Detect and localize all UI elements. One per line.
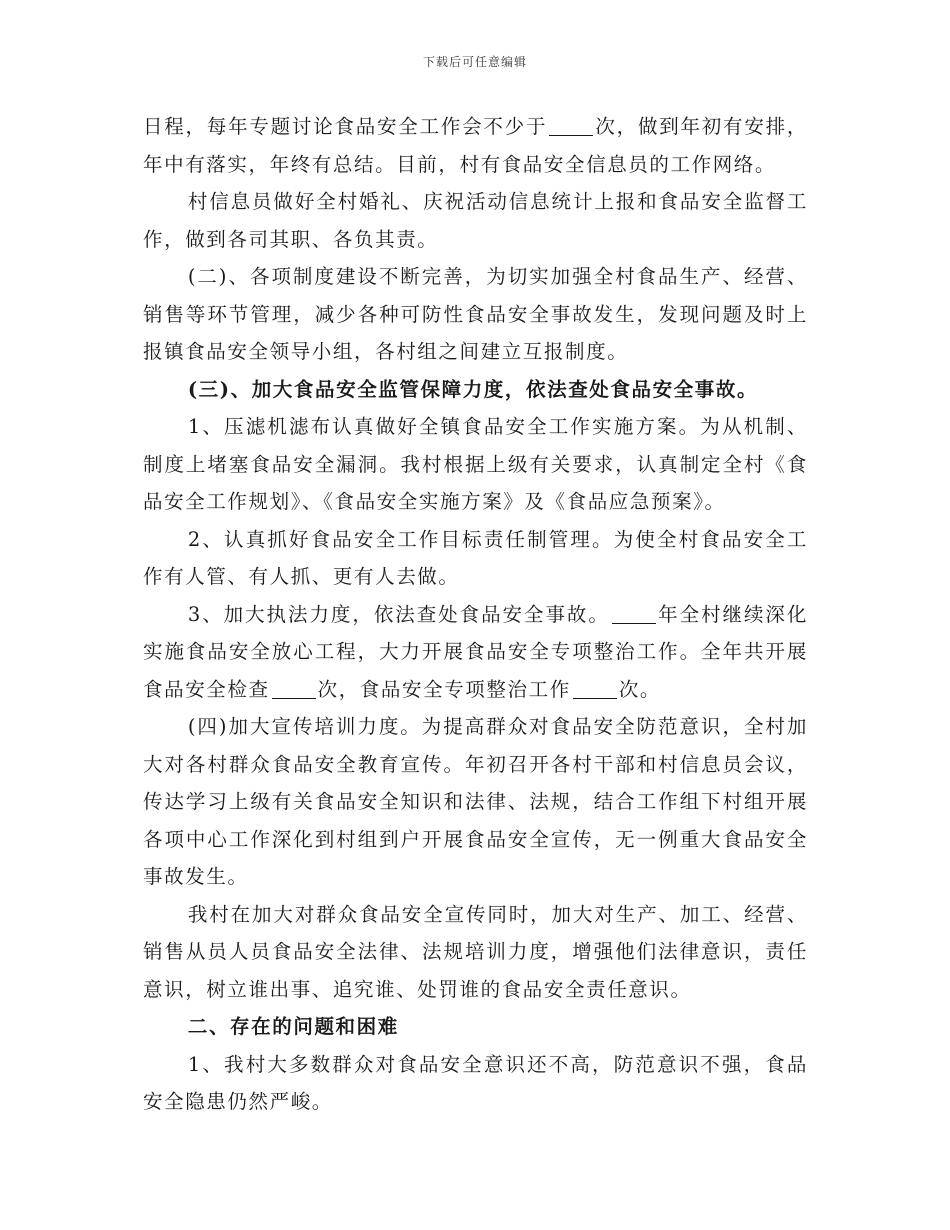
- paragraph-text: (二)、各项制度建设不断完善，为切实加强全村食品生产、经营、销售等环节管理，减少各种可防性食品安全事故发生，发现问题及时上报镇食品安全领导小组，各村组之间建立互报制度。: [143, 265, 808, 363]
- paragraph: [143, 408, 808, 521]
- paragraph-text: 年全村继续深化实施食品安全放心工程，大力开展食品安全专项整治工作。全年共开展食品安全检查: [143, 602, 808, 701]
- paragraph: [143, 1046, 808, 1121]
- paragraph-text: 我村在加大对群众食品安全宣传同时，加大对生产、加工、经营、销售从员人员食品安全法律、法规培训力度，增强他们法律意识，责任意识，树立谁出事、追究谁、处罚谁的食品安全责任意识。: [143, 902, 808, 1001]
- paragraph-text: 3、加大执法力度，依法查处食品安全事故。: [187, 602, 610, 626]
- paragraph-text: 2、认真抓好食品安全工作目标责任制管理。为使全村食品安全工作有人管、有人抓、更有人去做。: [143, 527, 808, 588]
- document-body: [143, 108, 808, 1121]
- fill-in-blank: [573, 678, 617, 699]
- paragraph: [143, 108, 808, 183]
- paragraph-text: 次。: [618, 677, 662, 701]
- paragraph: [143, 708, 808, 896]
- paragraph: [143, 521, 808, 596]
- paragraph-text: 村信息员做好全村婚礼、庆祝活动信息统计上报和食品安全监督工作，做到各司其职、各负其责。: [143, 190, 808, 251]
- paragraph: [143, 183, 808, 258]
- fill-in-blank: [272, 678, 316, 699]
- paragraph: [143, 596, 808, 709]
- page-header: 下载后可任意编辑: [422, 55, 527, 69]
- fill-in-blank: [612, 603, 656, 624]
- paragraph-text: (四)加大宣传培训力度。为提高群众对食品安全防范意识，全村加大对各村群众食品安全教育宣传。年初召开各村干部和村信息员会议，传达学习上级有关食品安全知识和法律、法规，结合工作组下村组开展各项中心工作深化到村组到户开展食品安全宣传，无一例重大食品安全事故发生。: [143, 715, 808, 888]
- paragraph-text: 二、存在的问题和困难: [187, 1015, 399, 1038]
- section-heading: [143, 1008, 808, 1046]
- section-heading: [143, 371, 808, 409]
- fill-in-blank: [549, 116, 593, 137]
- paragraph-text: 次，食品安全专项整治工作: [317, 677, 571, 701]
- paragraph-text: 日程，每年专题讨论食品安全工作会不少于: [143, 115, 548, 138]
- paragraph-text: 次，做到年初有安排，年中有落实，年终有总结。目前，村有食品安全信息员的工作网络。: [143, 115, 808, 176]
- paragraph-text: 1、我村大多数群众对食品安全意识还不高，防范意识不强，食品安全隐患仍然严峻。: [143, 1052, 808, 1113]
- paragraph-text: (三)、加大食品安全监管保障力度，依法查处食品安全事故。: [187, 377, 759, 401]
- paragraph: [143, 258, 808, 371]
- paragraph-text: 1、压滤机滤布认真做好全镇食品安全工作实施方案。为从机制、制度上堵塞食品安全漏洞。我村根据上级有关要求，认真制定全村《食品安全工作规划》、《食品安全实施方案》及《食品应急预案》。: [143, 415, 808, 513]
- paragraph: [143, 896, 808, 1009]
